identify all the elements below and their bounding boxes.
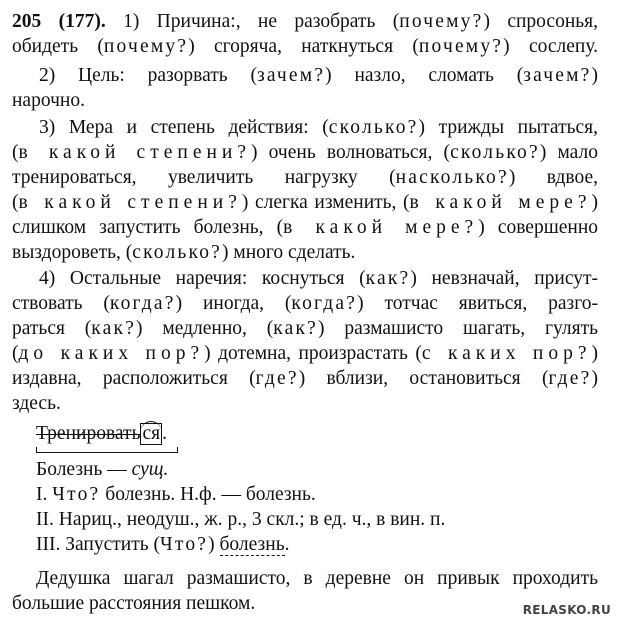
- question-word: когда?: [109, 293, 176, 314]
- text-fragment: ): [591, 192, 598, 213]
- question-word: Что?: [52, 484, 101, 505]
- site-watermark: RELASKO.RU: [522, 603, 611, 617]
- text-line: [12, 317, 598, 341]
- text-fragment: ): [591, 343, 598, 364]
- text-fragment: большие расстояния пешком.: [12, 593, 256, 614]
- text-fragment: раться (: [12, 318, 92, 339]
- word-suffix: ся: [142, 423, 161, 444]
- question-word: в какой степени?: [18, 142, 252, 163]
- text-fragment: ) иногда, (: [175, 293, 292, 314]
- text-fragment: ) дотемна, произрастать (: [204, 343, 422, 364]
- text-line: [12, 191, 598, 215]
- text-line: [12, 392, 598, 416]
- text-fragment: нарочно.: [12, 90, 85, 111]
- word-morpheme-analysis: [36, 421, 167, 446]
- question-word: сколько?: [450, 142, 540, 163]
- text-fragment: ): [591, 65, 598, 86]
- question-word: сколько?: [132, 242, 222, 263]
- text-fragment: ) вблизи, остановиться (: [298, 368, 549, 389]
- text-fragment: ) слегка изменить, (: [241, 192, 410, 213]
- text-line: [12, 35, 598, 59]
- text-fragment: ) невзначай, присут-: [410, 268, 598, 289]
- question-word: зачем?: [256, 65, 326, 86]
- text-fragment: тренироваться, увеличить нагрузку (: [12, 167, 396, 188]
- text-fragment: ствовать (: [12, 293, 110, 314]
- text-line: [12, 216, 598, 240]
- text-fragment: (: [12, 192, 19, 213]
- text-line: [12, 89, 598, 113]
- text-line: [39, 64, 598, 88]
- text-fragment: выздороветь, (: [12, 242, 133, 263]
- text-line: [12, 10, 598, 34]
- text-fragment: Болезнь —: [36, 459, 132, 480]
- question-word: насколько?: [395, 167, 509, 188]
- text-fragment: ) сгоряча, наткнуться (: [188, 36, 419, 57]
- question-word: где?: [255, 368, 299, 389]
- text-fragment: (: [12, 142, 19, 163]
- text-fragment: 4) Остальные наречия: коснуться (: [39, 268, 366, 289]
- question-word: в какой мере?: [409, 192, 592, 213]
- question-word: как?: [91, 318, 137, 339]
- text-fragment: I.: [36, 484, 53, 505]
- answer-line: [36, 567, 598, 591]
- text-fragment: Дедушка шагал размашисто, в деревне он привык проходить: [36, 568, 598, 589]
- text-fragment: III. Запустить (: [36, 534, 160, 555]
- text-fragment: .: [162, 423, 167, 444]
- text-fragment: ) мало: [539, 142, 598, 163]
- text-fragment: ): [591, 368, 598, 389]
- text-fragment: болезнь. Н.ф. — болезнь.: [100, 484, 316, 505]
- part-of-speech-tag: сущ.: [131, 459, 169, 480]
- text-fragment: ) размашисто шагать, гулять: [318, 318, 598, 339]
- text-fragment: ) совершенно: [478, 217, 598, 238]
- question-word: в какой степени?: [18, 192, 242, 213]
- text-fragment: обидеть (: [12, 36, 104, 57]
- text-fragment: ) спросонья,: [483, 11, 599, 32]
- question-word: сколько?: [328, 117, 419, 138]
- question-word: в какой мере?: [283, 217, 479, 238]
- question-word: почему?: [418, 36, 504, 57]
- text-fragment: II. Нариц., неодуш., ж. р., 3 скл.; в ед. ч., в вин. п.: [36, 509, 446, 530]
- text-fragment: .: [284, 534, 290, 555]
- text-line: [36, 458, 168, 482]
- text-line: [39, 267, 598, 291]
- exercise-number: 205 (177).: [12, 11, 106, 32]
- question-word: с каких пор?: [421, 343, 592, 364]
- text-fragment: ) вдвое,: [508, 167, 598, 188]
- question-word: до каких пор?: [18, 343, 205, 364]
- text-fragment: издавна, расположиться (: [12, 368, 256, 389]
- question-word: почему?: [103, 36, 189, 57]
- text-line: [36, 483, 316, 507]
- text-fragment: слишком запустить болезнь, (: [12, 217, 284, 238]
- question-word: как?: [365, 268, 411, 289]
- text-line: [12, 241, 598, 265]
- word-suffix-wrap: [140, 421, 162, 446]
- text-fragment: 1) Причина:, не разобрать (: [123, 11, 400, 32]
- question-word: когда?: [291, 293, 358, 314]
- text-line: [12, 367, 598, 391]
- question-word: где?: [548, 368, 592, 389]
- text-line: [36, 533, 289, 557]
- text-fragment: 2) Цель: разорвать (: [39, 65, 257, 86]
- text-fragment: ): [208, 534, 220, 555]
- text-line: [39, 116, 598, 140]
- question-word: как?: [273, 318, 319, 339]
- question-word: зачем?: [523, 65, 592, 86]
- word-stem: Тренировать: [36, 423, 141, 444]
- question-word: почему?: [399, 11, 484, 32]
- text-fragment: (: [12, 343, 19, 364]
- object-word: болезнь: [219, 534, 285, 555]
- answer-line: [12, 592, 598, 616]
- question-word: Что?: [159, 534, 209, 555]
- text-fragment: ) много сделать.: [222, 242, 356, 263]
- text-line: [12, 141, 598, 165]
- text-fragment: ) назло, сломать (: [325, 65, 524, 86]
- text-line: [12, 342, 598, 366]
- text-line: [12, 166, 598, 190]
- text-line: [12, 292, 598, 316]
- text-fragment: ) очень волноваться, (: [251, 142, 451, 163]
- text-fragment: ) медленно, (: [136, 318, 274, 339]
- text-fragment: ) тотчас явиться, разго-: [357, 293, 599, 314]
- text-fragment: ) сослепу.: [503, 36, 598, 57]
- text-fragment: ) трижды пытаться,: [418, 117, 598, 138]
- text-fragment: 3) Мера и степень действия: (: [39, 117, 329, 138]
- text-line: [36, 508, 445, 532]
- text-fragment: здесь.: [12, 393, 61, 414]
